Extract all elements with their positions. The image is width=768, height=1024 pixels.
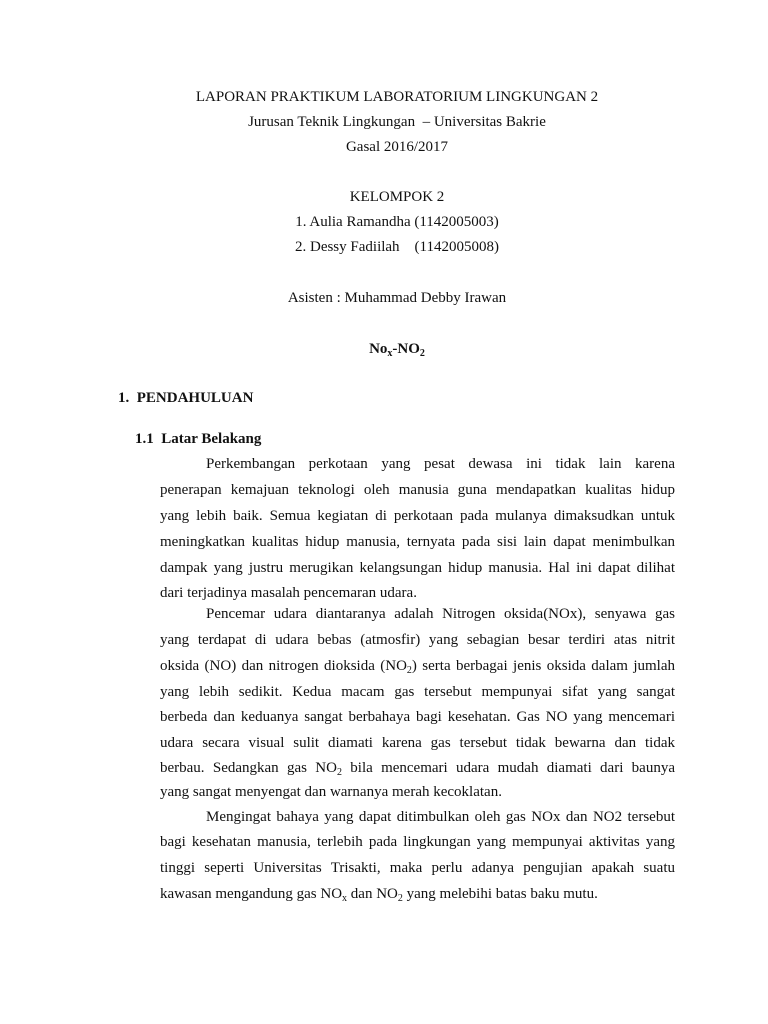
group-label: KELOMPOK 2 xyxy=(349,189,445,205)
paragraph-line: udara secara visual sulit diamati karena gas tersebut tidak bewarna dan tidak xyxy=(160,735,675,751)
semester-line: Gasal 2016/2017 xyxy=(345,139,449,155)
paragraph-line: yang lebih sedikit. Kedua macam gas tersebut mempunyai sifat yang sangat xyxy=(160,684,675,700)
paragraph-line: meningkatkan kualitas hidup manusia, ternyata pada sisi lain dapat menimbulkan xyxy=(160,534,675,550)
member-2: 2. Dessy Fadiilah (1142005008) xyxy=(294,239,499,255)
paragraph-line: yang lebih baik. Semua kegiatan di perkotaan pada mulanya dimaksudkan untuk xyxy=(160,508,675,524)
report-title: LAPORAN PRAKTIKUM LABORATORIUM LINGKUNGAN 2 xyxy=(195,89,599,105)
topic-title: $No_x-NO_2$ xyxy=(369,341,425,359)
paragraph-line: penerapan kemajuan teknologi oleh manusia guna mendapatkan kualitas hidup xyxy=(160,482,675,498)
paragraph-line: berbau. Sedangkan gas $NO_2$ bila mencemari udara mudah diamati dari baunya xyxy=(160,760,675,778)
paragraph-line: Perkembangan perkotaan yang pesat dewasa ini tidak lain karena xyxy=(206,456,675,472)
paragraph-line: Mengingat bahaya yang dapat ditimbulkan oleh gas NOx dan NO2 tersebut xyxy=(206,809,675,825)
paragraph-line: yang sangat menyengat dan warnanya merah kecoklatan. xyxy=(160,784,502,800)
section-heading: 1. PENDAHULUAN xyxy=(118,390,254,406)
paragraph-line: oksida (NO) dan nitrogen dioksida $(NO_2)$ serta berbagai jenis oksida dalam jumlah xyxy=(160,658,675,676)
paragraph-line: tinggi seperti Universitas Trisakti, maka perlu adanya pengujian apakah suatu xyxy=(160,860,675,876)
paragraph-line: dampak yang justru merugikan kelangsungan hidup manusia. Hal ini dapat dilihat xyxy=(160,560,675,576)
member-1: 1. Aulia Ramandha (1142005003) xyxy=(295,214,499,230)
subsection-heading: 1.1 Latar Belakang xyxy=(135,431,262,447)
paragraph-line: yang terdapat di udara bebas (atmosfir) yang sebagian besar terdiri atas nitrit xyxy=(160,632,675,648)
paragraph-line: kawasan mengandung gas $NO_x$ dan $NO_2$ yang melebihi batas baku mutu. xyxy=(160,886,598,904)
department-line: Jurusan Teknik Lingkungan – Universitas Bakrie xyxy=(248,114,546,130)
assistant-line: Asisten : Muhammad Debby Irawan xyxy=(287,290,507,306)
paragraph-line: bagi kesehatan manusia, terlebih pada lingkungan yang mempunyai aktivitas yang xyxy=(160,834,675,850)
paragraph-line: dari terjadinya masalah pencemaran udara. xyxy=(160,585,417,601)
paragraph-line: berbeda dan keduanya sangat berbahaya bagi kesehatan. Gas NO yang mencemari xyxy=(160,709,675,725)
paragraph-line: Pencemar udara diantaranya adalah Nitrogen oksida(NOx), senyawa gas xyxy=(206,606,675,622)
